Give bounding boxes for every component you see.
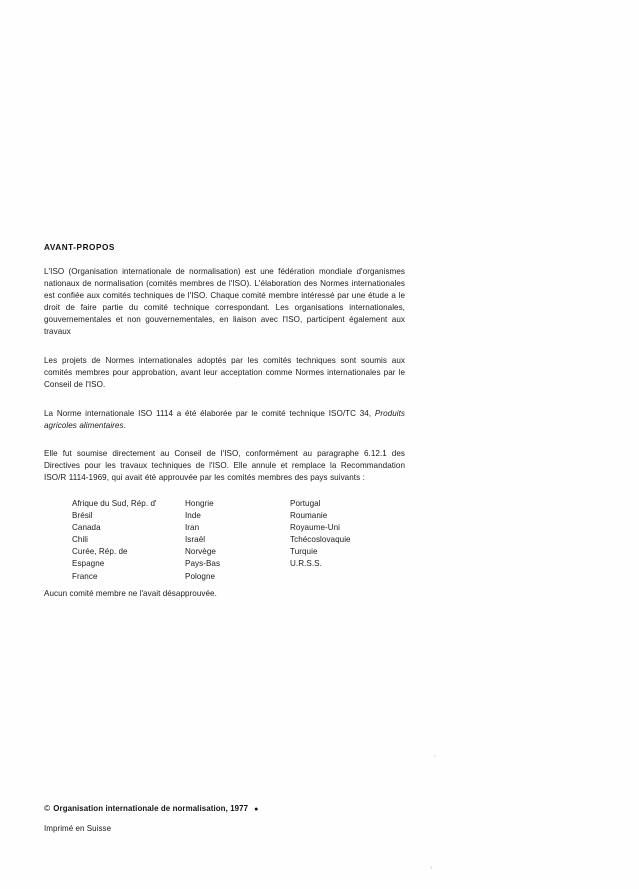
scan-speckle bbox=[430, 866, 432, 869]
country-item: Inde bbox=[185, 511, 201, 521]
country-item: U.R.S.S. bbox=[290, 559, 322, 569]
countries-column-3 bbox=[290, 498, 412, 583]
copyright-notice bbox=[44, 803, 258, 813]
scan-speckle bbox=[434, 755, 436, 757]
country-item: Roumanie bbox=[290, 511, 328, 521]
paragraph-draft-approval: Les projets de Normes internationales adoptés par les comités techniques sont soumis aux comités membres pour approbation, avant leur acceptation comme Normes internationales par le Conseil de l'ISO. bbox=[44, 356, 405, 390]
country-item: Canada bbox=[72, 523, 101, 533]
country-item: Iran bbox=[185, 523, 200, 533]
country-item: Espagne bbox=[72, 559, 105, 569]
printed-in-label: Imprimé en Suisse bbox=[44, 824, 112, 833]
country-item: Curée, Rép. de bbox=[72, 547, 128, 557]
standard-origin-text: La Norme internationale ISO 1114 a été élaborée par le comité technique ISO/TC 34, bbox=[44, 409, 375, 419]
member-countries-list bbox=[72, 498, 412, 583]
paragraph-iso-description: L'ISO (Organisation internationale de normalisation) est une fédération mondiale d'organismes nationaux de normalisation (comités membres de l'ISO). L'élaboration des Normes internationales est confiée aux comités techniques de l'ISO. Chaque comité membre intéressé par une étude a le droit de faire partie du comité technique correspondant. Les organisations internationales, gouvernementales et non gouvernementales, en liaison avec l'ISO, participent également aux travaux bbox=[44, 267, 405, 337]
bullet-icon: ● bbox=[254, 806, 259, 813]
country-item: Afrique du Sud, Rép. d' bbox=[72, 499, 157, 508]
closing-statement: Aucun comité membre ne l'avait désapprouvée. bbox=[44, 589, 217, 598]
country-item: Hongrie bbox=[185, 499, 214, 508]
copyright-icon: © bbox=[44, 803, 51, 813]
foreword-content bbox=[44, 243, 405, 484]
country-item: Pologne bbox=[185, 571, 216, 581]
country-item: France bbox=[72, 571, 98, 581]
country-item: Israël bbox=[185, 535, 206, 545]
country-item: Chili bbox=[72, 535, 88, 545]
countries-column-1 bbox=[72, 498, 185, 583]
country-item: Portugal bbox=[290, 499, 321, 508]
country-item: Turquie bbox=[290, 547, 318, 557]
paragraph-standard-origin bbox=[44, 408, 405, 432]
technical-committee-title: Produits agricoles alimentaires bbox=[44, 409, 405, 431]
country-item: Norvège bbox=[185, 547, 216, 557]
copyright-text: Organisation internationale de normalisation, 1977 bbox=[53, 804, 249, 813]
country-item: Tchécoslovaquie bbox=[290, 535, 351, 545]
countries-column-2 bbox=[185, 498, 290, 583]
country-item: Pays-Bas bbox=[185, 559, 221, 569]
standard-origin-period: . bbox=[123, 421, 126, 431]
country-item: Royaume-Uni bbox=[290, 523, 341, 533]
paragraph-recommendation-replacement: Elle fut soumise directement au Conseil de l'ISO, conformément au paragraphe 6.12.1 des Directives pour les travaux techniques de l'ISO. Elle annule et remplace la Recommandation ISO/R 1114-1969, qui avait été approuvée par les comités membres des pays suivants : bbox=[44, 448, 405, 482]
page-title: AVANT-PROPOS bbox=[44, 243, 115, 252]
country-item: Brésil bbox=[72, 511, 93, 521]
